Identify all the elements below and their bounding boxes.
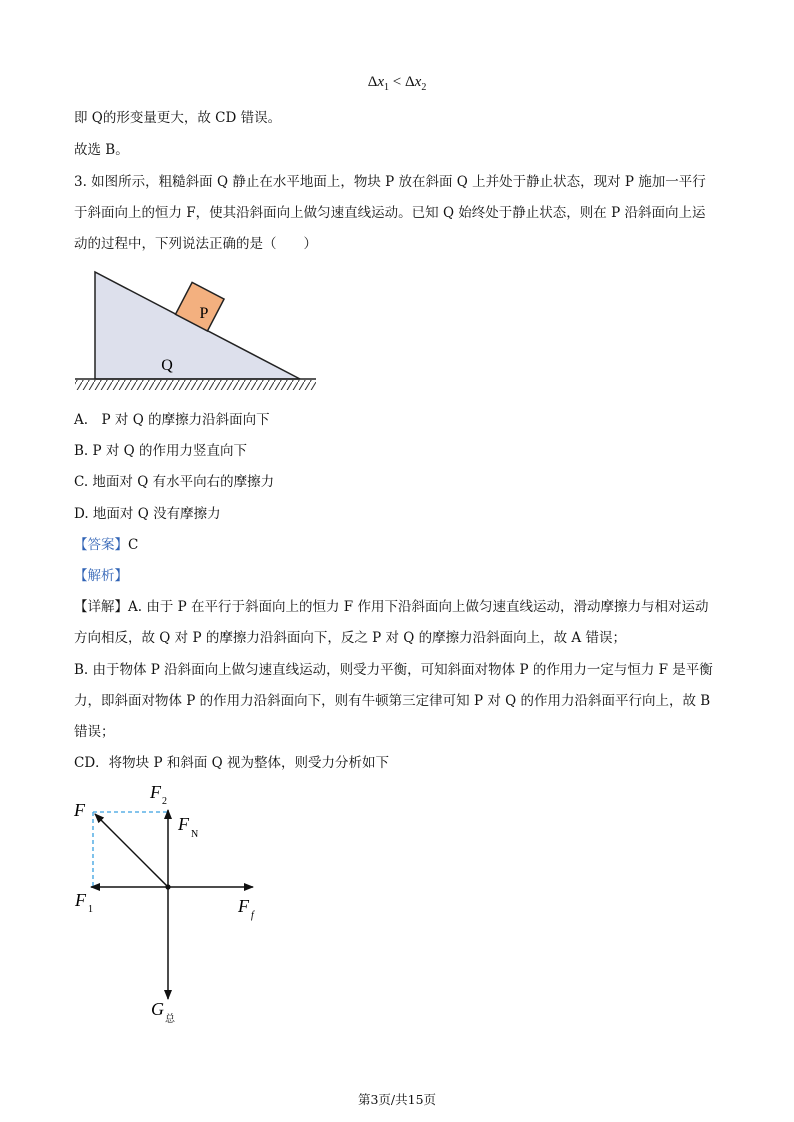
force-diagram bbox=[60, 780, 280, 1030]
svg-text:N: N bbox=[191, 829, 199, 840]
detail-line-2: 方向相反，故 Q 对 P 的摩擦力沿斜面向下，反之 P 对 Q 的摩擦力沿斜面向上，故 A 错误； bbox=[74, 630, 626, 646]
question-line-3: 动的过程中，下列说法正确的是（ ） bbox=[74, 236, 317, 252]
conclusion-line: 即 Q的形变量更大，故 CD 错误。 bbox=[74, 110, 282, 126]
svg-text:2: 2 bbox=[162, 796, 167, 807]
option-d: D. 地面对 Q 没有摩擦力 bbox=[74, 506, 221, 522]
label-fn bbox=[177, 814, 198, 840]
svg-text:f: f bbox=[251, 910, 254, 921]
page-footer: 第3页/共15页 bbox=[357, 1092, 437, 1107]
question-line-1: 3. 如图所示，粗糙斜面 Q 静止在水平地面上，物块 P 放在斜面 Q 上并处于静止状态，现对 P 施加一平行 bbox=[74, 174, 706, 190]
svg-text:F: F bbox=[150, 782, 161, 802]
block-label: P bbox=[199, 305, 209, 322]
label-ff bbox=[237, 896, 255, 921]
label-f2 bbox=[149, 782, 167, 807]
force-f-arrow bbox=[95, 814, 168, 887]
answer-value: C bbox=[128, 537, 139, 553]
answer-tag: 【答案】 bbox=[74, 537, 128, 553]
detail-line-3: B. 由于物体 P 沿斜面向上做匀速直线运动，则受力平衡，可知斜面对物体 P 的作用力一定与恒力 F 是平衡 bbox=[74, 662, 713, 678]
svg-text:F: F bbox=[238, 896, 249, 916]
incline-label: Q bbox=[161, 357, 173, 374]
question-line-2: 于斜面向上的恒力 F，使其沿斜面向上做匀速直线运动。已知 Q 始终处于静止状态，则在 P 沿斜面向上运 bbox=[74, 205, 706, 221]
detail-line-4: 力，即斜面对物体 P 的作用力沿斜面向下，则有牛顿第三定律可知 P 对 Q 的作用力沿斜面平行向上，故 B bbox=[74, 693, 711, 709]
svg-text:F: F bbox=[178, 814, 189, 834]
detail-line-6: CD．将物块 P 和斜面 Q 视为整体，则受力分析如下 bbox=[74, 755, 389, 771]
analysis-tag: 【解析】 bbox=[74, 568, 128, 584]
detail-line-1: 【详解】A. 由于 P 在平行于斜面向上的恒力 F 作用下沿斜面向上做匀速直线运动，滑动摩擦力与相对运动 bbox=[74, 599, 709, 615]
svg-text:G: G bbox=[151, 999, 164, 1019]
svg-text:总: 总 bbox=[165, 1014, 175, 1025]
origin-dot bbox=[165, 884, 170, 889]
detail-line-5: 错误； bbox=[74, 724, 115, 740]
svg-text:F: F bbox=[75, 890, 86, 910]
ground-hatching bbox=[75, 380, 316, 390]
label-f1 bbox=[74, 890, 93, 915]
label-f: F bbox=[74, 800, 85, 820]
option-b: B. P 对 Q 的作用力竖直向下 bbox=[74, 443, 248, 459]
option-a: A. P 对 Q 的摩擦力沿斜面向下 bbox=[74, 412, 270, 428]
svg-text:1: 1 bbox=[88, 904, 93, 915]
option-c: C. 地面对 Q 有水平向右的摩擦力 bbox=[74, 474, 275, 490]
choice-line: 故选 B。 bbox=[74, 142, 129, 158]
answer-line bbox=[74, 535, 138, 555]
detail-tag: 【详解】 bbox=[74, 599, 128, 615]
label-g bbox=[151, 999, 176, 1025]
incline-figure bbox=[70, 262, 330, 396]
equation: $\Delta x_1 < \Delta x_2$ bbox=[367, 74, 427, 93]
